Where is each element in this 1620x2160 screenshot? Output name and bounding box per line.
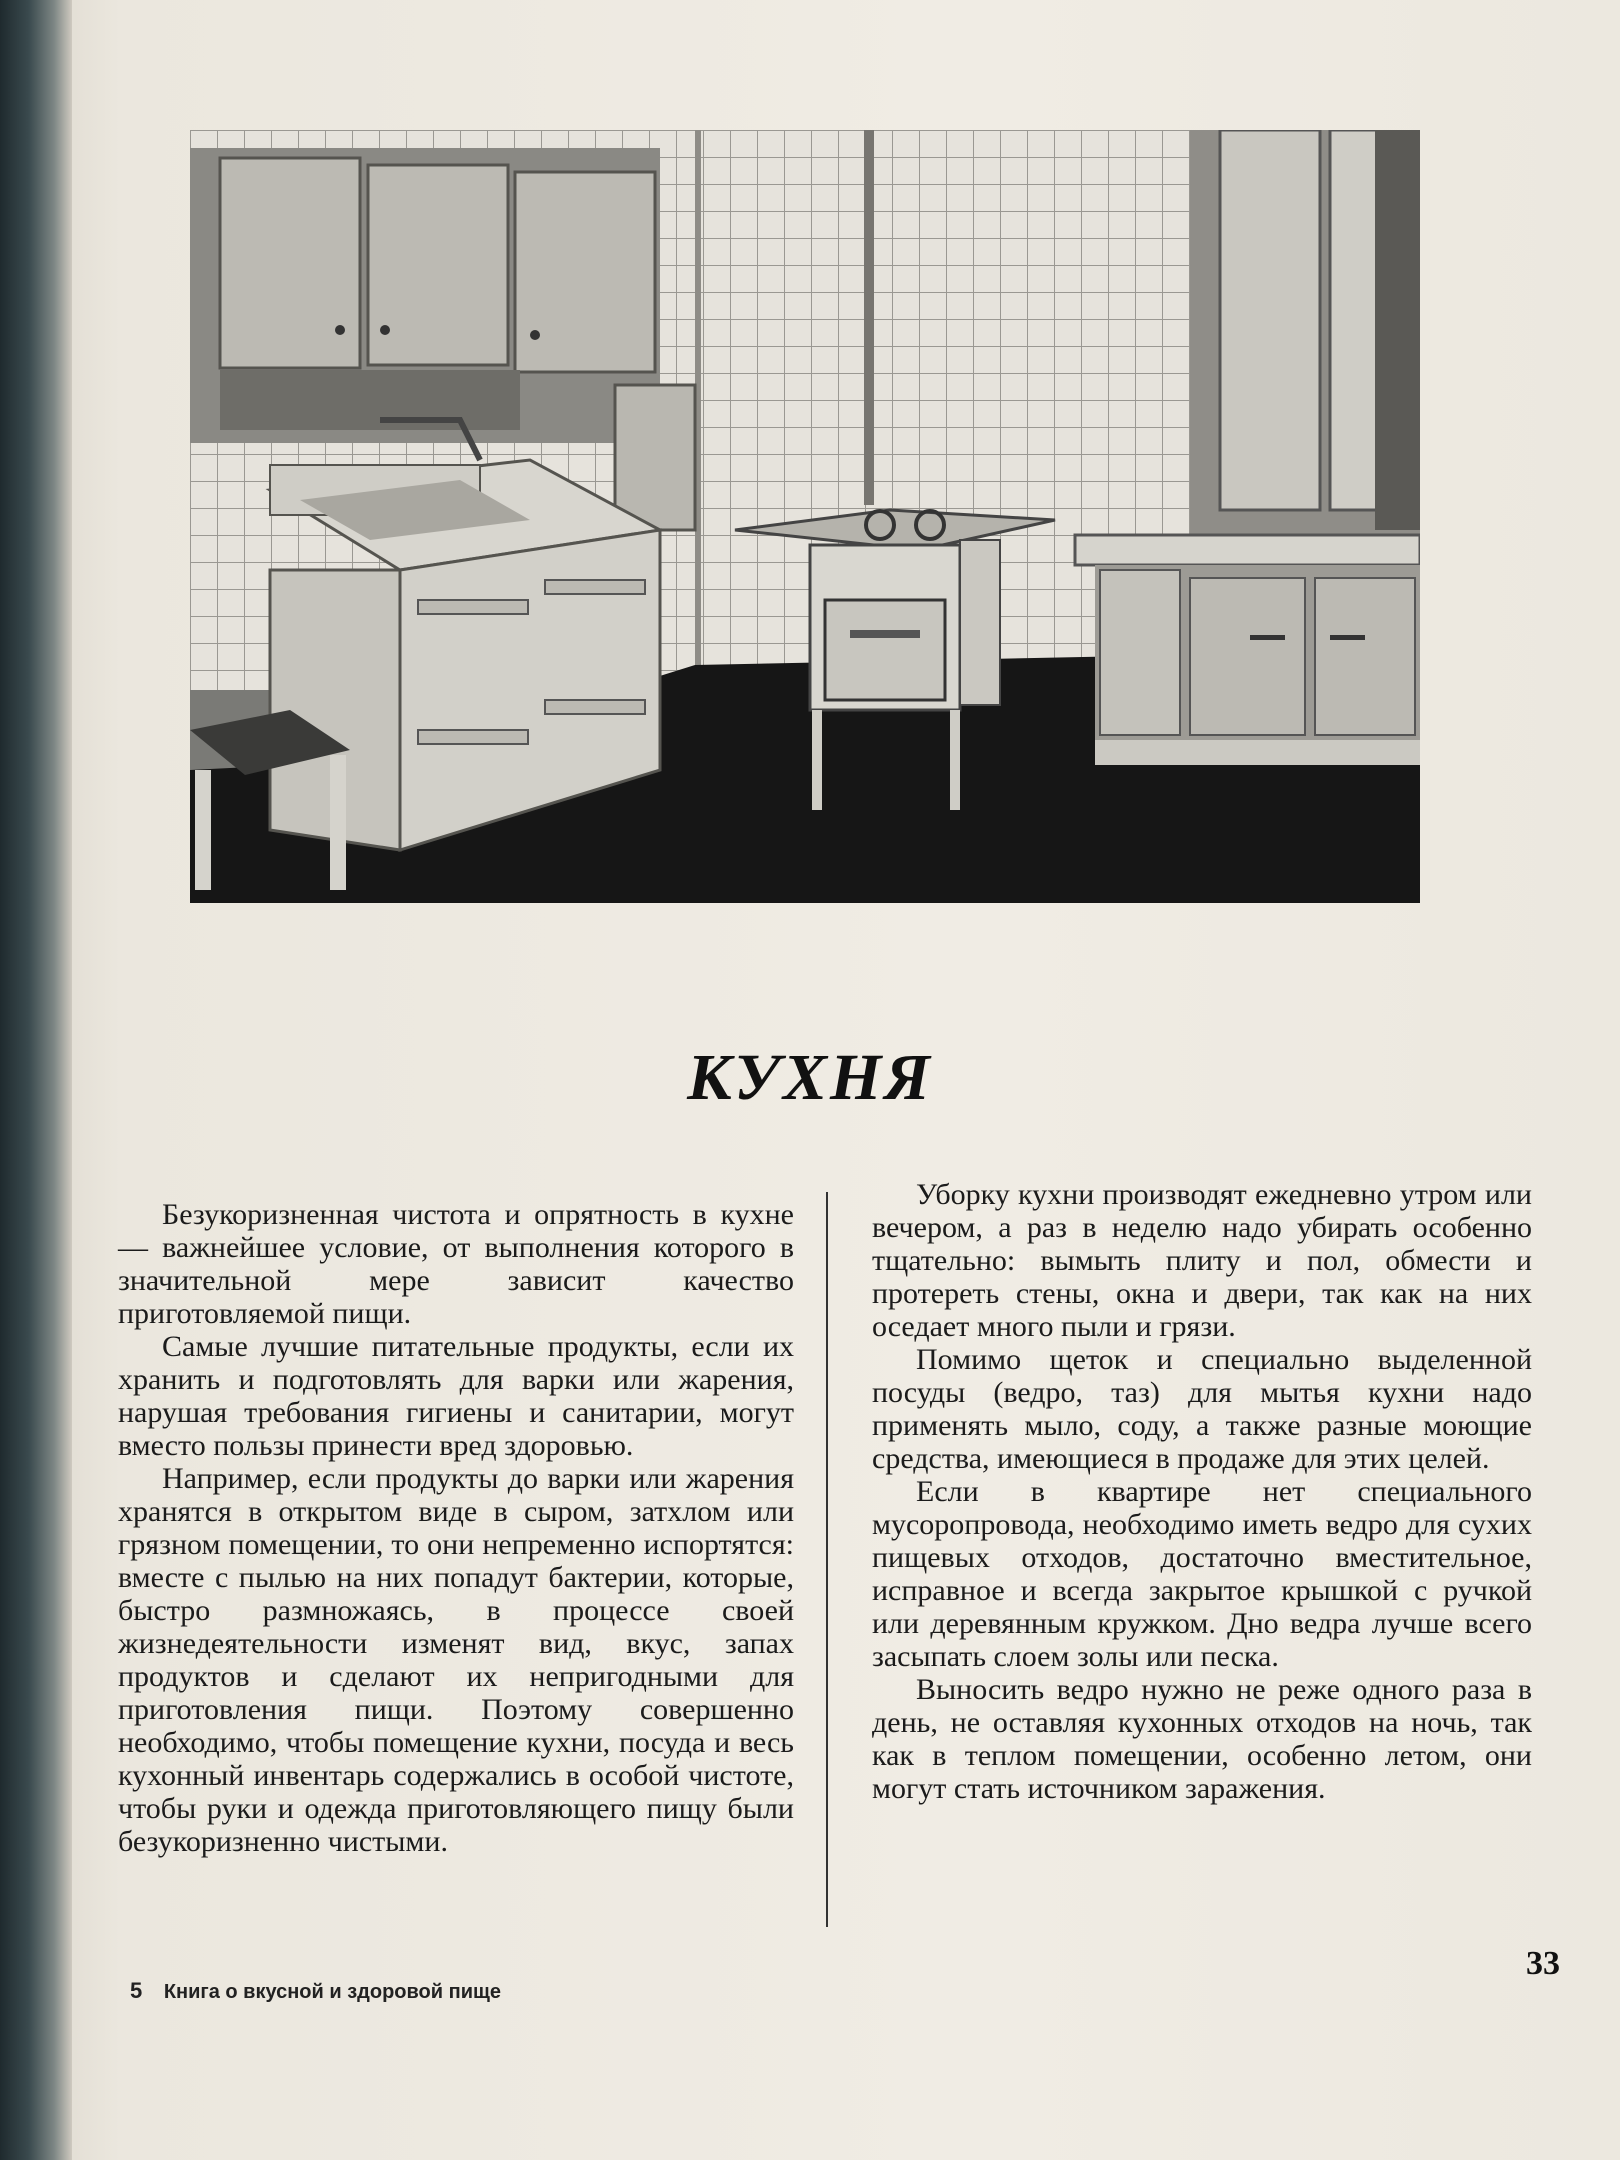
text-column-right [872, 1178, 1532, 1805]
paragraph: Если в квартире нет специального мусоропровода, необходимо иметь ведро для сухих пищевых отходов, достаточно вместительное, исправное и всегда закрытое крышкой с ручкой или деревянным кружком. Дно ведра лучше всего засыпать слоем золы или песка. [872, 1475, 1532, 1673]
paragraph: Безукоризненная чистота и опрятность в кухне — важнейшее условие, от выполнения которого в значительной мере зависит качество приготовляемой пищи. [118, 1198, 794, 1330]
signature-mark: 5 [130, 1978, 143, 2003]
text-column-left [118, 1198, 794, 1858]
paragraph: Самые лучшие питательные продукты, если их хранить и подготовлять для варки или жарения, нарушая требования гигиены и санитарии, могут вместо пользы принести вред здоровью. [118, 1330, 794, 1462]
book-title: Книга о вкусной и здоровой пище [163, 1981, 501, 2003]
kitchen-photo [190, 130, 1420, 903]
paragraph: Например, если продукты до варки или жарения хранятся в открытом виде в сыром, затхлом или грязном помещении, то они непременно испортятся: вместе с пылью на них попадут бактерии, которые, быстро размножаясь, в процессе своей жизнедеятельности изменят вид, вкус, запах продуктов и сделают их непригодными для приготовления пищи. Поэтому совершенно необходимо, чтобы помещение кухни, посуда и весь кухонный инвентарь содержались в особой чистоте, чтобы руки и одежда приготовляющего пищу были безукоризненно чистыми. [118, 1462, 794, 1858]
page-footer [130, 1978, 501, 2004]
base-cabinet [1075, 535, 1420, 765]
wall-cabinets [190, 148, 660, 443]
paragraph: Выносить ведро нужно не реже одного раза в день, не оставляя кухонных отходов на ночь, так как в теплом помещении, особенно летом, они могут стать источником заражения. [872, 1673, 1532, 1805]
page-title: КУХНЯ [687, 1041, 933, 1114]
page-number: 33 [1526, 1945, 1560, 1982]
paragraph: Помимо щеток и специально выделенной посуды (ведро, таз) для мытья кухни надо применять мыло, соду, а также разные моющие средства, имеющиеся в продаже для этих целей. [872, 1343, 1532, 1475]
paragraph: Уборку кухни производят ежедневно утром или вечером, а раз в неделю надо убирать особенно тщательно: вымыть плиту и пол, обмести и протереть стены, окна и двери, так как на них оседает много пыли и грязи. [872, 1178, 1532, 1343]
column-divider [826, 1192, 828, 1927]
window [1190, 130, 1420, 540]
